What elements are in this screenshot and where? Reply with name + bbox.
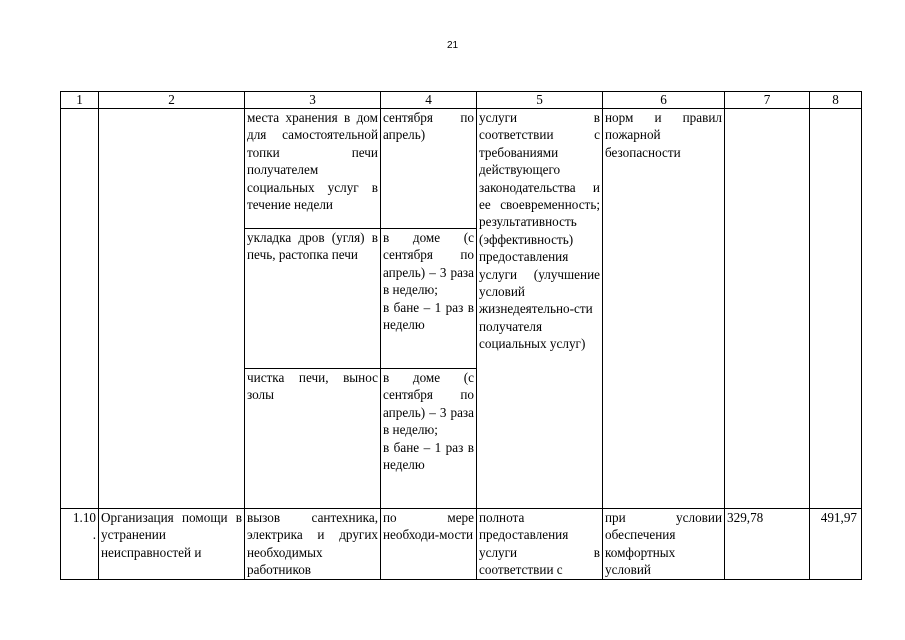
service-frequency: по мере необходи-мости <box>381 509 477 580</box>
row-number: 1.10 . <box>61 509 99 580</box>
header-col-4: 4 <box>381 92 477 109</box>
header-col-5: 5 <box>477 92 603 109</box>
page-number: 21 <box>446 40 459 51</box>
service-price-1: 329,78 <box>725 509 810 580</box>
cont-name-cell <box>99 109 245 509</box>
service-name: Организация помощи в устранении неисправностей и <box>99 509 245 580</box>
services-table <box>60 91 862 580</box>
stove-cleaning-frequency: в доме (с сентября по апрель) – 3 раза в неделю; в бане – 1 раз в неделю <box>381 369 477 509</box>
stove-firing-frequency: в доме (с сентября по апрель) – 3 раза в неделю; в бане – 1 раз в неделю <box>381 229 477 369</box>
stove-firing-cell: укладка дров (угля) в печь, растопка печи <box>245 229 381 369</box>
header-col-7: 7 <box>725 92 810 109</box>
service-price-2: 491,97 <box>810 509 862 580</box>
table-row <box>61 109 862 229</box>
service-content: вызов сантехника, электрика и других необходимых работников <box>245 509 381 580</box>
service-quality: полнота предоставления услуги в соответствии с <box>477 509 603 580</box>
cont-col7-cell <box>725 109 810 509</box>
header-col-1: 1 <box>61 92 99 109</box>
cont-col6-cell: норм и правил пожарной безопасности <box>603 109 725 509</box>
stove-cleaning-cell: чистка печи, вынос золы <box>245 369 381 509</box>
cont-col4-cell: сентября по апрель) <box>381 109 477 229</box>
header-row <box>61 92 862 109</box>
cont-num-cell <box>61 109 99 509</box>
header-col-8: 8 <box>810 92 862 109</box>
table-row <box>61 509 862 580</box>
header-col-3: 3 <box>245 92 381 109</box>
cont-col5-cell: услуги в соответствии с требованиями действующего законодательства и ее своевременность; результативность (эффективность) предоставления услуги (улучшение условий жизнедеятельно-сти получателя социальных услуг) <box>477 109 603 509</box>
cont-col3-cell: места хранения в дом для самостоятельной топки печи получателем социальных услуг в течение недели <box>245 109 381 229</box>
service-conditions: при условии обеспечения комфортных условий <box>603 509 725 580</box>
header-col-2: 2 <box>99 92 245 109</box>
header-col-6: 6 <box>603 92 725 109</box>
cont-col8-cell <box>810 109 862 509</box>
